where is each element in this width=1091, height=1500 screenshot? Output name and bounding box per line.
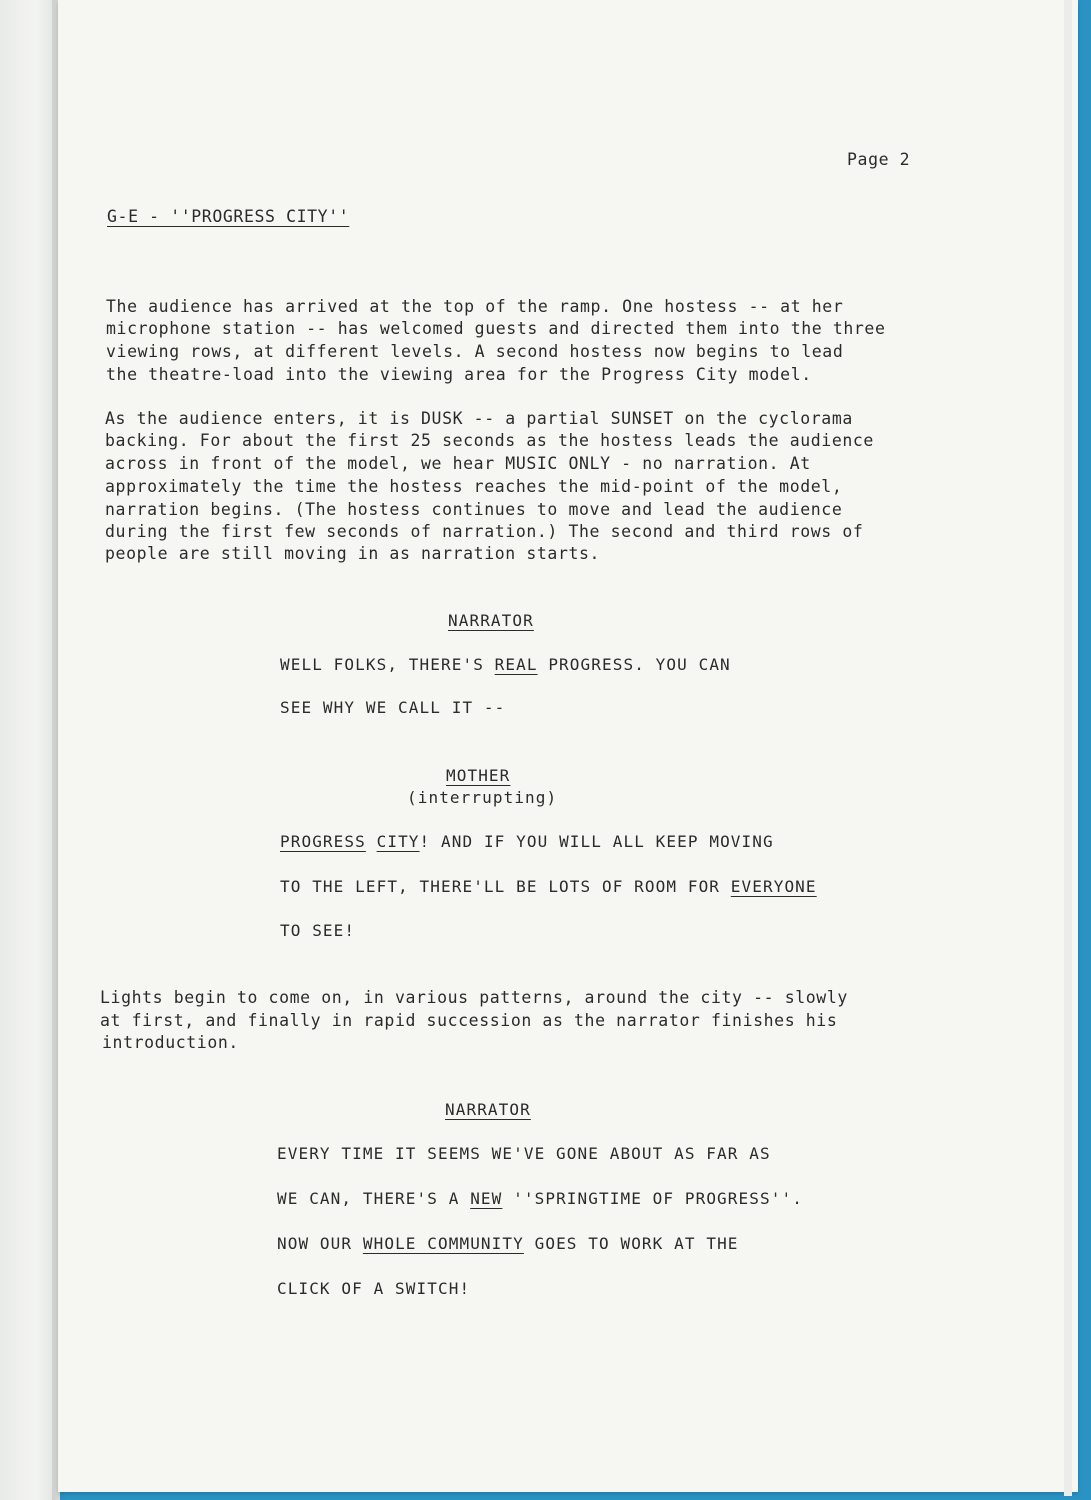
paragraph-line: As the audience enters, it is DUSK -- a partial SUNSET on the cyclorama (105, 409, 853, 428)
paragraph-line: viewing rows, at different levels. A second hostess now begins to lead (106, 342, 844, 361)
dialogue-line: WE CAN, THERE'S A NEW ''SPRINGTIME OF PROGRESS''. (277, 1189, 803, 1208)
binder-edge (0, 0, 60, 1500)
paragraph-line: at first, and finally in rapid succession as the narrator finishes his (100, 1011, 838, 1030)
stage-direction: (interrupting) (407, 788, 558, 807)
speaker-name: NARRATOR (445, 1100, 531, 1119)
dialogue-line: WELL FOLKS, THERE'S REAL PROGRESS. YOU CAN (280, 655, 731, 674)
paragraph-line: during the first few seconds of narration.) The second and third rows of (105, 522, 864, 541)
speaker-name: NARRATOR (448, 611, 534, 630)
paragraph-line: microphone station -- has welcomed guests and directed them into the three (106, 319, 886, 338)
paragraph-line: the theatre-load into the viewing area for the Progress City model. (106, 365, 812, 384)
dialogue-line: PROGRESS CITY! AND IF YOU WILL ALL KEEP MOVING (280, 832, 774, 851)
dialogue-line: SEE WHY WE CALL IT -- (280, 698, 506, 717)
dialogue-line: TO THE LEFT, THERE'LL BE LOTS OF ROOM FOR EVERYONE (280, 877, 817, 896)
paragraph-line: people are still moving in as narration starts. (105, 544, 601, 563)
paragraph-line: approximately the time the hostess reaches the mid-point of the model, (105, 477, 843, 496)
speaker-name: MOTHER (446, 766, 511, 785)
paragraph-line: narration begins. (The hostess continues to move and lead the audience (105, 500, 843, 519)
paragraph-line: backing. For about the first 25 seconds as the hostess leads the audience (105, 431, 874, 450)
page-heading: G-E - ''PROGRESS CITY'' (107, 207, 350, 226)
paragraph-line: Lights begin to come on, in various patterns, around the city -- slowly (100, 988, 848, 1007)
dialogue-line: CLICK OF A SWITCH! (277, 1279, 471, 1298)
dialogue-line: TO SEE! (280, 921, 356, 940)
dialogue-line: NOW OUR WHOLE COMMUNITY GOES TO WORK AT THE (277, 1234, 739, 1253)
script-page (58, 0, 1078, 1492)
dialogue-line: EVERY TIME IT SEEMS WE'VE GONE ABOUT AS FAR AS (277, 1144, 771, 1163)
sheet-edge (1064, 0, 1072, 1496)
paragraph-line: The audience has arrived at the top of the ramp. One hostess -- at her (106, 297, 844, 316)
paragraph-line: introduction. (102, 1033, 239, 1052)
paragraph-line: across in front of the model, we hear MUSIC ONLY - no narration. At (105, 454, 811, 473)
page-number: Page 2 (847, 150, 911, 169)
